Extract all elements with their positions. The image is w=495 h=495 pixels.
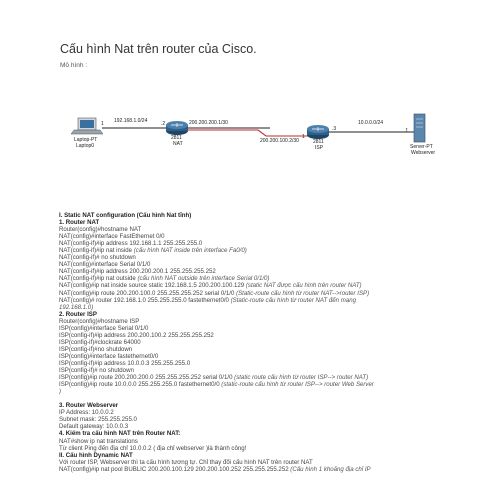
config-line (59, 339, 449, 346)
config-line (59, 466, 449, 473)
config-line (59, 226, 449, 233)
config-line (59, 233, 449, 240)
line-text: NAT(config)#interface FastEthernet 0/0 (59, 233, 165, 241)
config-line (59, 346, 449, 353)
line-text: NAT(config)#interface Serial 0/1/0 (59, 261, 151, 269)
line-text: ISP(config)#ip route 200.200.200.0 255.255.255.252 serial 0/1/0 (59, 374, 233, 382)
config-line (59, 282, 449, 289)
isp-name-label: ISP (315, 145, 324, 151)
router-nat-icon (166, 121, 188, 135)
line-comment: (static-route cấu hình từ router ISP--> router Web Server (219, 381, 374, 389)
server-icon (414, 114, 425, 142)
config-line (59, 445, 449, 452)
section-heading (59, 311, 449, 318)
laptop-icon (71, 118, 103, 134)
line-text: NAT#show ip nat translations (59, 437, 138, 445)
line-text: NAT(config-if)#ip address 200.200.200.1 255.255.255.252 (59, 268, 216, 276)
line-text: I. Static NAT configuration (Cấu hình Nat tĩnh) (59, 212, 192, 219)
section-heading (59, 402, 449, 409)
line-text: Router(config)#hostname ISP (59, 317, 140, 325)
nat-name-label: NAT (173, 141, 183, 147)
isp-model-label: 2811 (313, 139, 324, 145)
config-line (59, 423, 449, 430)
config-line (59, 367, 449, 374)
line-comment: (cấu hình NAT inside trên interface Fa0/0) (132, 247, 247, 255)
line-text: NAT(config-if)#ip nat outside (59, 275, 136, 283)
line-text: NAT(config)#ip nat pool BUBLIC 200.200.100.129 200.200.100.252 255.255.255.252 (59, 465, 289, 473)
config-line (59, 438, 449, 445)
section-heading (59, 219, 449, 226)
config-line (59, 268, 449, 275)
line-text: Từ client Ping đến địa chỉ 10.0.0.2 ( địa chỉ webserver )là thành công! (59, 444, 247, 452)
line-text: 4. Kiểm tra cấu hình NAT trên Router NAT: (59, 430, 181, 438)
line-comment: (static NAT được cấu hình trên router NAT) (244, 282, 362, 290)
line-text: 2. Router ISP (59, 310, 97, 318)
config-line (59, 360, 449, 367)
laptop-model-label: Laptop-PT (74, 137, 98, 143)
config-line (59, 254, 449, 261)
line-text: ISP(config-if)#ip address 10.0.0.3 255.255.255.0 (59, 359, 191, 367)
line-comment: (Static-route cấu hình từ router NAT đến mạng (228, 296, 356, 304)
line-text: ISP(config)#interface fastethernet0/0 (59, 352, 159, 360)
config-line (59, 381, 449, 388)
config-line (59, 240, 449, 247)
config-line (59, 261, 449, 268)
section-heading (59, 452, 449, 459)
line-text: ISP(config-if)#no shutdown (59, 345, 133, 353)
line-comment: (Static-route cấu hình từ router NAT-->router ISP) (234, 289, 370, 297)
isp-wan-network-label: 200.200.100.2/30 (260, 138, 299, 144)
page-title: Cấu hình Nat trên router của Cisco. (60, 42, 257, 56)
line-text: Default gateway: 10.0.0.3 (59, 423, 129, 431)
line-text: ISP(config)#ip route 10.0.0.0 255.255.255.0 fastethernet0/0 (59, 381, 220, 389)
line-text: Router(config)#hostname NAT (59, 226, 142, 234)
line-text: ISP(config-if)#clockrate 64000 (59, 338, 141, 346)
config-line (59, 325, 449, 332)
config-line (59, 297, 449, 304)
laptop-port-label: 1 (101, 121, 104, 127)
line-text: ISP(config-if)# no shutdown (59, 367, 134, 375)
config-line (59, 290, 449, 297)
line-comment: (cấu hình NAT outside trên interface Serial 0/1/0) (135, 275, 270, 283)
config-line (59, 332, 449, 339)
line-text: 3. Router Webserver (59, 402, 119, 410)
line-text: NAT(config)# router 192.168.1.0 255.255.255.0 fastethernet0/0 (59, 296, 229, 304)
line-text: IP Address: 10.0.0.2 (59, 409, 114, 417)
link-nat-isp-serial (186, 130, 308, 136)
config-line (59, 275, 449, 282)
nat-left-port-label: .2 (161, 121, 166, 127)
config-line (59, 304, 449, 311)
line-comment: ) (59, 388, 62, 396)
line-text: II. Cấu hình Dynamic NAT (59, 451, 133, 459)
server-port-label: .1 (404, 128, 409, 134)
section-heading (59, 212, 449, 219)
line-text: NAT(config)#ip route 200.200.100.0 255.255.255.252 serial 0/1/0 (59, 289, 235, 297)
line-text: NAT(config)#ip nat inside source static 192.168.1.5 200.200.100.129 (59, 282, 245, 290)
config-line (59, 247, 449, 254)
server-network-label: 10.0.0.0/24 (358, 120, 384, 126)
line-text: Subnet mask: 255.255.255.0 (59, 416, 137, 424)
line-comment: (Cấu hình 1 khoảng địa chỉ IP (288, 465, 371, 473)
line-text: Với router ISP, Webserver thì ta cấu hình tương tự. Chỉ thay đổi cấu hình NAT trên router NAT (59, 458, 313, 466)
section-heading (59, 430, 449, 437)
server-model-label: Server-PT (410, 144, 433, 150)
isp-left-port-label: 1 (302, 134, 305, 140)
router-isp-icon (307, 125, 329, 139)
config-line (59, 374, 449, 381)
config-line (59, 416, 449, 423)
line-comment: (static route cấu hình từ router ISP--> router NAT) (232, 374, 369, 382)
line-text: NAT(config-if)# no shutdown (59, 254, 136, 262)
config-line (59, 409, 449, 416)
nat-model-label: 2811 (171, 135, 182, 141)
config-line (59, 388, 449, 395)
laptop-name-label: Laptop0 (76, 143, 95, 149)
configuration-text (59, 212, 449, 473)
blank-line (59, 395, 449, 402)
line-text: 1. Router NAT (59, 219, 100, 227)
line-text: ISP(config-if)#ip address 200.200.100.2 255.255.255.252 (59, 331, 214, 339)
line-text: NAT(config-if)#ip address 192.168.1.1 255.255.255.0 (59, 240, 203, 248)
config-line (59, 353, 449, 360)
isp-right-port-label: .3 (332, 126, 337, 132)
line-text: ISP(config)#interface Serial 0/1/0 (59, 324, 149, 332)
server-name-label: Webserver (411, 150, 436, 156)
config-line (59, 459, 449, 466)
laptop-network-label: 192.168.1.0/24 (114, 118, 148, 124)
topology-caption: Mô hình : (60, 62, 88, 69)
network-topology-diagram (70, 108, 450, 170)
line-comment: 192.168.1.0) (59, 303, 94, 311)
config-line (59, 318, 449, 325)
nat-wan-network-label: 200.200.200.1/30 (189, 120, 228, 126)
line-text: NAT(config-if)#ip nat inside (59, 247, 133, 255)
